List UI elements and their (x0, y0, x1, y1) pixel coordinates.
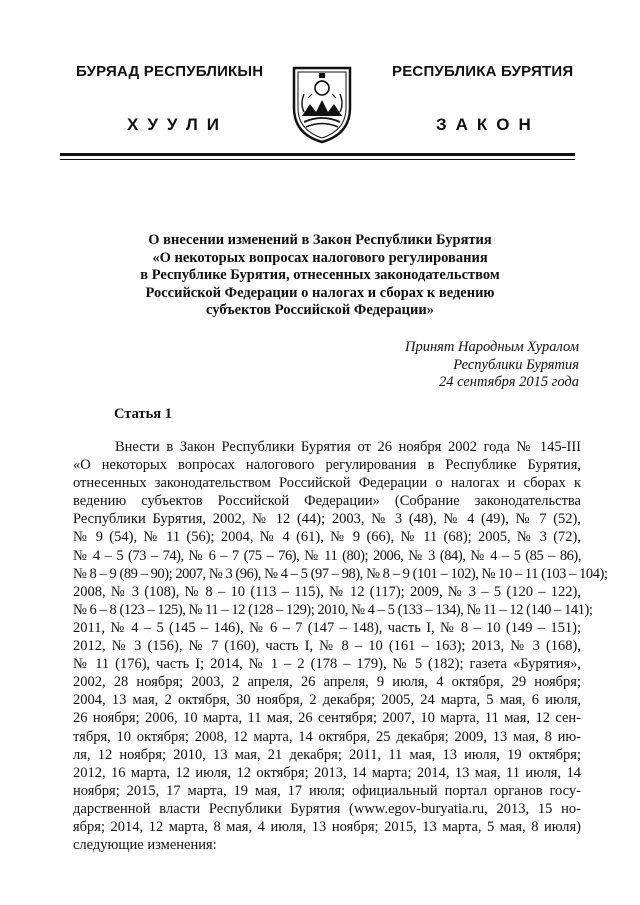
body-line: дарственной власти Республики Бурятия (www.egov-buryatia.ru, 2013, 15 но- (73, 800, 581, 817)
adoption-line: Принят Народным Хуралом (404, 339, 579, 355)
adoption-date: 24 сентября 2015 года (438, 374, 579, 390)
header-right-subtitle: ЗАКОН (436, 115, 540, 134)
body-line: 2012, № 3 (156), № 7 (160), часть I, № 8 – 10 (161 – 163); 2013, № 3 (168), (73, 638, 581, 655)
header-left-subtitle: ХУУЛИ (127, 115, 228, 134)
coat-of-arms-icon (290, 64, 354, 144)
body-line: следующие изменения: (73, 837, 217, 854)
body-line: 2011, № 4 – 5 (145 – 146), № 6 – 7 (147 – 148), часть I, № 8 – 10 (149 – 151); (73, 619, 581, 636)
title-line: в Республике Бурятия, отнесенных законодательством (140, 267, 500, 283)
header-rule-thick (60, 153, 575, 156)
body-line: 2004, 13 мая, 2 октября, 30 ноября, 2 декабря; 2005, 24 марта, 5 мая, 6 июля, (73, 692, 581, 709)
body-line: № 9 (54), № 11 (56); 2004, № 4 (61), № 9 (66), № 11 (68); 2005, № 3 (72), (73, 529, 581, 546)
body-line: 2008, № 3 (108), № 8 – 10 (113 – 115), № 12 (117); 2009, № 3 – 5 (120 – 122), (73, 583, 581, 600)
header-right-title: РЕСПУБЛИКА БУРЯТИЯ (392, 63, 574, 80)
body-line: № 4 – 5 (73 – 74), № 6 – 7 (75 – 76), № 11 (80); 2006, № 3 (84), № 4 – 5 (85 – 86), (73, 547, 581, 564)
body-line: 2012, 16 марта, 12 июля, 12 октября; 2013, 14 марта; 2014, 13 мая, 11 июля, 14 (73, 764, 581, 781)
document-title (110, 232, 530, 320)
body-line: Внести в Закон Республики Бурятия от 26 ноября 2002 года № 145-III (115, 439, 581, 455)
adoption-line: Республики Бурятия (453, 356, 579, 373)
title-line: Российской Федерации о налогах и сборах к ведению (145, 284, 495, 301)
body-line: № 11 (176), часть I; 2014, № 1 – 2 (178 – 179), № 5 (182); газета «Бурятия», (73, 656, 581, 673)
body-line: № 6 – 8 (123 – 125), № 11 – 12 (128 – 129); 2010, № 4 – 5 (133 – 134), № 11 – 12 (140 – 141); (73, 601, 593, 618)
body-line: «О некоторых вопросах налогового регулирования в Республике Бурятия, (73, 457, 581, 474)
body-line: № 8 – 9 (89 – 90); 2007, № 3 (96), № 4 – 5 (97 – 98), № 8 – 9 (101 – 102), № 10 – 11 (103 – 104); (73, 565, 608, 582)
adoption-note (405, 339, 579, 392)
article-body (73, 438, 608, 854)
body-line: ведению субъектов Российской Федерации» (Собрание законодательства (73, 493, 581, 510)
body-line: Республики Бурятия, 2002, № 12 (44); 2003, № 3 (48), № 4 (49), № 7 (52), (73, 511, 581, 528)
header-left-title: БУРЯАД РЕСПУБЛИКЫН (76, 63, 264, 80)
body-line: тября, 10 октября; 2008, 12 марта, 14 октября, 25 декабря; 2009, 13 мая, 8 ию- (73, 728, 581, 745)
body-line: 26 ноября; 2006, 10 марта, 11 мая, 26 сентября; 2007, 10 марта, 11 мая, 12 сен- (73, 710, 581, 727)
title-line: О внесении изменений в Закон Республики Бурятия (148, 232, 492, 248)
body-line: 2002, 28 ноября; 2003, 2 апреля, 26 апреля, 9 июля, 4 октября, 29 ноября; (73, 674, 581, 691)
title-line: «О некоторых вопросах налогового регулирования (152, 249, 488, 266)
header-rule-thin (60, 159, 575, 160)
body-line: ля, 12 ноября; 2010, 13 мая, 21 декабря; 2011, 11 мая, 13 июля, 19 октября; (73, 746, 581, 763)
title-line: субъектов Российской Федерации» (206, 302, 434, 318)
body-line: ноября; 2015, 17 марта, 19 мая, 17 июля; официальный портал органов госу- (73, 782, 581, 799)
article-heading: Статья 1 (114, 406, 172, 422)
body-line: ября; 2014, 12 марта, 8 мая, 4 июля, 13 ноября; 2015, 13 марта, 5 мая, 8 июля) (73, 818, 581, 835)
body-line: отнесенных законодательством Российской Федерации о налогах и сборах к (73, 475, 581, 492)
